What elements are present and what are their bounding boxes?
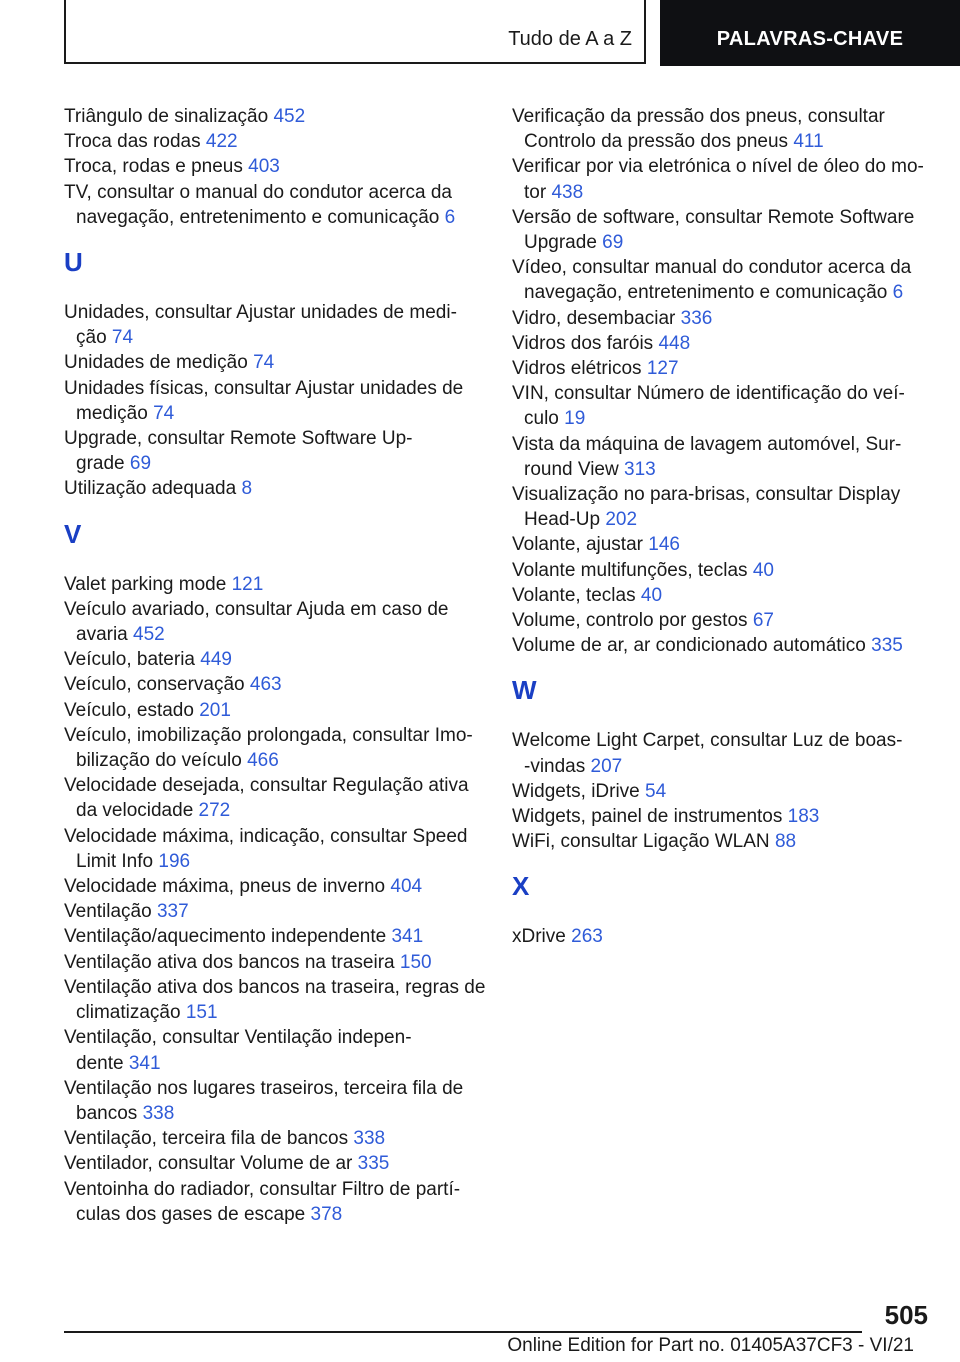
index-entry	[512, 558, 932, 583]
index-entry-text: ção	[76, 327, 107, 349]
index-entry-text: Upgrade	[524, 232, 597, 254]
page-reference-link[interactable]: 404	[390, 876, 423, 898]
page-reference-link[interactable]: 69	[602, 232, 624, 254]
index-entry	[64, 1151, 484, 1176]
page-reference-link[interactable]: 196	[158, 850, 191, 872]
index-entry	[512, 432, 932, 482]
page-reference-link[interactable]: 448	[658, 332, 691, 354]
page-reference-link[interactable]: 336	[680, 307, 713, 329]
index-entry	[512, 804, 932, 829]
index-entry-text: Veículo, conservação	[64, 674, 245, 696]
index-entry-text: round View	[524, 458, 619, 480]
index-entry-text: Controlo da pressão dos pneus	[524, 131, 789, 153]
index-entry-text: Visualização no para-brisas, consultar Display	[512, 484, 901, 506]
page-reference-link[interactable]: 452	[273, 106, 306, 127]
index-entry	[64, 300, 484, 350]
index-entry	[64, 1126, 484, 1151]
index-entry-text: Vidro, desembaciar	[512, 307, 676, 329]
index-column-left	[64, 104, 484, 1227]
index-entry	[512, 154, 932, 204]
index-entry-text: Verificar por via eletrónica o nível de óleo do mo‐	[512, 156, 924, 178]
index-entry	[64, 1025, 484, 1075]
page-reference-link[interactable]: 19	[564, 408, 586, 430]
footer-edition: Online Edition for Part no. 01405A37CF3 - VI/21	[507, 1335, 914, 1356]
page-reference-link[interactable]: 452	[133, 624, 165, 646]
index-entry-text: Utilização adequada	[64, 478, 237, 500]
index-entry-text: Unidades de medição	[64, 352, 248, 374]
index-entry	[512, 104, 932, 154]
index-entry-text: Vista da máquina de lavagem automóvel, Sur‐	[512, 433, 902, 455]
chapter-tab[interactable]	[660, 0, 960, 66]
index-entry	[64, 874, 484, 899]
index-entry	[64, 572, 484, 597]
index-entry-text: Volume de ar, ar condicionado automático	[512, 635, 866, 657]
index-entry-text: Vidros dos faróis	[512, 332, 654, 354]
page-reference-link[interactable]: 403	[248, 156, 280, 178]
index-entry-text: Ventilação, terceira fila de bancos	[64, 1128, 349, 1150]
index-entry	[512, 728, 932, 778]
page-reference-link[interactable]: 151	[185, 1002, 218, 1024]
page-reference-link[interactable]: 335	[357, 1153, 390, 1175]
index-entry-text: Ventilação ativa dos bancos na traseira, regras de	[64, 976, 486, 998]
page-reference-link[interactable]: 146	[648, 534, 680, 556]
index-entry-text: Unidades, consultar Ajustar unidades de medi‐	[64, 302, 457, 324]
index-entry-text: Head-Up	[524, 509, 601, 531]
index-entry-text: da velocidade	[76, 800, 194, 822]
page-reference-link[interactable]: 272	[198, 800, 231, 822]
index-entry	[512, 306, 932, 331]
page-reference-link[interactable]: 74	[253, 352, 275, 374]
index-entry	[512, 205, 932, 255]
page-reference-link[interactable]: 313	[624, 458, 656, 480]
index-entry-text: Vidros elétricos	[512, 358, 642, 380]
index-entry	[512, 829, 932, 854]
index-entry-text: Volante multifunções, teclas	[512, 559, 748, 581]
page-reference-link[interactable]: 263	[571, 926, 603, 948]
index-entry-text: Ventilação	[64, 901, 152, 923]
index-entry	[64, 350, 484, 375]
page-reference-link[interactable]: 40	[752, 559, 774, 581]
index-entry	[64, 180, 484, 230]
page-number: 505	[884, 1300, 928, 1330]
page-reference-link[interactable]: 337	[156, 901, 189, 923]
page-reference-link[interactable]: 411	[793, 131, 824, 153]
page-reference-link[interactable]: 54	[645, 780, 667, 802]
index-entry-text: Volume, controlo por gestos	[512, 610, 748, 632]
page-reference-link[interactable]: 449	[200, 649, 232, 671]
page-reference-link[interactable]: 8	[241, 478, 253, 500]
index-entry-text: Vídeo, consultar manual do condutor acerca da	[512, 257, 912, 279]
index-entry	[64, 476, 484, 501]
index-entry-text: Limit Info	[76, 850, 154, 872]
index-entry-text: Ventilação nos lugares traseiros, terceira fila de	[64, 1077, 464, 1099]
index-entry-text: Welcome Light Carpet, consultar Luz de boas-	[512, 730, 903, 752]
index-entry-text: Upgrade, consultar Remote Software Up‐	[64, 428, 413, 450]
index-entry	[64, 723, 484, 773]
page-reference-link[interactable]: 67	[752, 610, 774, 632]
page-reference-link[interactable]: 6	[444, 206, 456, 228]
index-entry-text: Valet parking mode	[64, 573, 227, 595]
index-entry-text: Widgets, painel de instrumentos	[512, 806, 783, 828]
page-reference-link[interactable]: 338	[142, 1102, 175, 1124]
index-entry-text: Ventilador, consultar Volume de ar	[64, 1153, 353, 1175]
index-entry	[64, 1076, 484, 1126]
index-entry	[64, 129, 484, 154]
index-entry-text: grade	[76, 453, 125, 475]
page-reference-link[interactable]: 207	[590, 755, 623, 777]
page-reference-link[interactable]: 438	[551, 181, 584, 203]
page-reference-link[interactable]: 88	[774, 831, 797, 853]
index-entry-text: culo	[524, 408, 559, 430]
page-reference-link[interactable]: 6	[892, 282, 904, 304]
index-entry-text: VIN, consultar Número de identificação do veí‐	[512, 383, 905, 405]
index-entry-text: xDrive	[512, 926, 566, 948]
index-letter-heading: V	[64, 518, 82, 549]
index-entry-text: Veículo, estado	[64, 699, 194, 721]
index-entry	[64, 672, 484, 697]
index-entry-text: Veículo avariado, consultar Ajuda em caso de	[64, 598, 449, 620]
index-entry-text: Troca, rodas e pneus	[64, 156, 243, 178]
index-entry-text: Ventilação, consultar Ventilação indepen‐	[64, 1027, 412, 1049]
index-entry-text: Volante, teclas	[512, 584, 636, 606]
index-entry	[512, 583, 932, 608]
page-reference-link[interactable]: 335	[871, 635, 903, 657]
page-reference-link[interactable]: 121	[231, 573, 264, 595]
index-entry	[512, 381, 932, 431]
index-entry	[64, 376, 484, 426]
index-entry	[64, 975, 484, 1025]
index-entry-text: bancos	[76, 1102, 138, 1124]
index-entry	[512, 482, 932, 532]
section-header-box	[64, 0, 646, 64]
page-reference-link[interactable]: 202	[605, 509, 638, 531]
index-entry-text: Ventoinha do radiador, consultar Filtro de partí‐	[64, 1178, 461, 1200]
index-entry-text: Triângulo de sinalização	[64, 106, 269, 127]
index-entry	[512, 924, 932, 949]
index-entry	[64, 924, 484, 949]
index-entry	[512, 331, 932, 356]
index-entry	[64, 1177, 484, 1227]
index-entry	[64, 698, 484, 723]
index-entry-text: TV, consultar o manual do condutor acerca da	[64, 181, 452, 203]
index-entry-text: bilização do veículo	[76, 750, 242, 772]
index-entry-text: navegação, entretenimento e comunicação	[76, 206, 440, 228]
page-reference-link[interactable]: 378	[310, 1203, 343, 1225]
page-reference-link[interactable]: 463	[249, 674, 282, 696]
footer-divider	[64, 1331, 862, 1333]
index-entry-text: avaria	[76, 624, 128, 646]
page-reference-link[interactable]: 74	[153, 402, 175, 424]
index-entry	[64, 154, 484, 179]
index-entry-text: Widgets, iDrive	[512, 780, 640, 802]
index-entry	[512, 255, 932, 305]
section-title: Tudo de A a Z	[508, 28, 632, 50]
index-entry	[64, 899, 484, 924]
index-entry-text: dente	[76, 1052, 124, 1074]
index-entry	[512, 532, 932, 557]
index-entry-text: culas dos gases de escape	[76, 1203, 306, 1225]
index-entry-text: Ventilação/aquecimento independente	[64, 926, 387, 948]
page-reference-link[interactable]: 341	[128, 1052, 161, 1074]
index-entry	[512, 356, 932, 381]
page-reference-link[interactable]: 422	[205, 131, 238, 153]
page-reference-link[interactable]: 341	[391, 926, 424, 948]
index-entry-text: Veículo, bateria	[64, 649, 195, 671]
page-reference-link[interactable]: 127	[646, 358, 679, 380]
index-entry-text: Troca das rodas	[64, 131, 201, 153]
index-entry-text: Veículo, imobilização prolongada, consultar Imo‐	[64, 724, 473, 746]
index-entry	[64, 597, 484, 647]
page-reference-link[interactable]: 69	[129, 453, 152, 475]
index-entry-text: Verificação da pressão dos pneus, consultar	[512, 106, 885, 127]
index-entry	[64, 426, 484, 476]
index-letter-heading: X	[512, 871, 530, 902]
index-entry-text: navegação, entretenimento e comunicação	[524, 282, 888, 304]
index-entry	[512, 779, 932, 804]
index-entry-text: Volante, ajustar	[512, 534, 643, 556]
page-reference-link[interactable]: 338	[353, 1128, 386, 1150]
index-column-right	[512, 104, 932, 950]
page-reference-link[interactable]: 201	[199, 699, 231, 721]
index-entry	[64, 950, 484, 975]
index-entry-text: -vindas	[524, 755, 586, 777]
index-entry	[64, 824, 484, 874]
index-entry-text: Velocidade desejada, consultar Regulação ativa	[64, 775, 469, 797]
index-letter-heading: W	[512, 675, 537, 706]
index-entry-text: Unidades físicas, consultar Ajustar unidades de	[64, 377, 464, 399]
chapter-tab-label: PALAVRAS-CHAVE	[716, 28, 904, 50]
index-entry-text: Ventilação ativa dos bancos na traseira	[64, 951, 395, 973]
page-reference-link[interactable]: 183	[787, 806, 820, 828]
page-reference-link[interactable]: 466	[247, 750, 279, 772]
index-entry-text: Velocidade máxima, indicação, consultar Speed	[64, 825, 468, 847]
index-entry-text: Velocidade máxima, pneus de inverno	[64, 876, 386, 898]
page-reference-link[interactable]: 74	[111, 327, 134, 349]
index-entry-text: medição	[76, 402, 148, 424]
index-entry-text: climatização	[76, 1002, 181, 1024]
page-reference-link[interactable]: 40	[640, 584, 663, 606]
page-header	[0, 0, 960, 68]
index-entry-text: tor	[524, 181, 547, 203]
index-entry-text: WiFi, consultar Ligação WLAN	[512, 831, 770, 853]
index-entry	[512, 608, 932, 633]
index-letter-heading: U	[64, 247, 83, 278]
index-entry	[64, 104, 484, 129]
index-entry	[64, 773, 484, 823]
index-entry	[64, 647, 484, 672]
index-entry-text: Versão de software, consultar Remote Software	[512, 206, 915, 228]
index-entry	[512, 633, 932, 658]
page-reference-link[interactable]: 150	[399, 951, 432, 973]
